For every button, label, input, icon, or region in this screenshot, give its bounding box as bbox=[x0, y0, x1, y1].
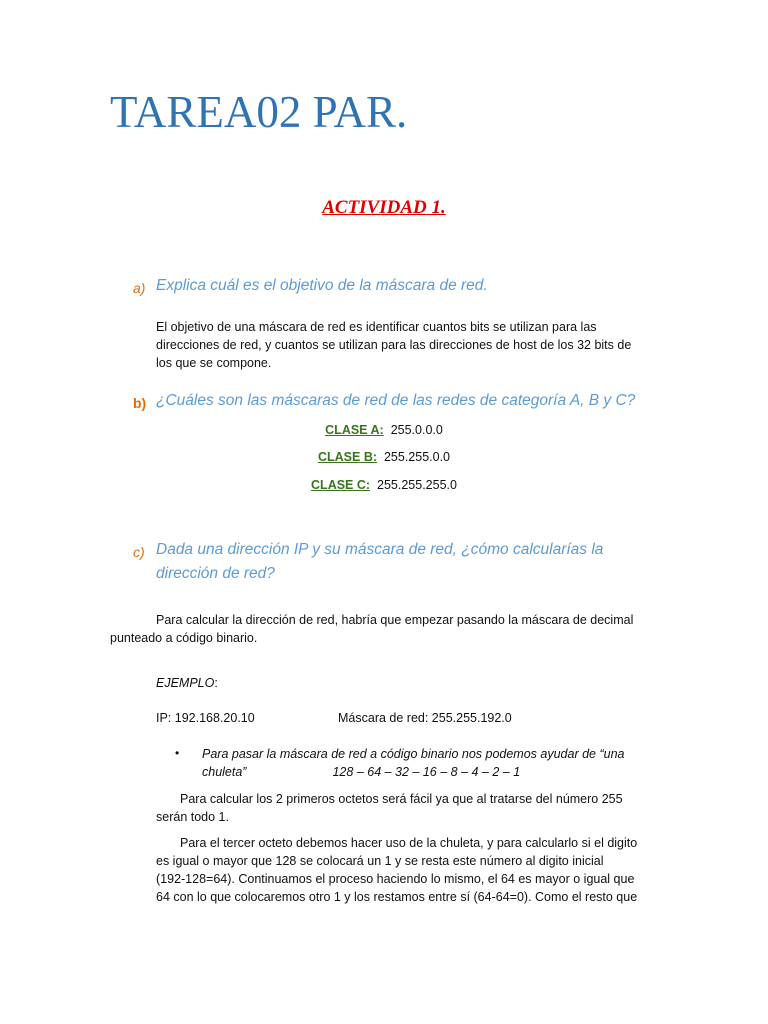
third-octet-line: (192-128=64). Continuamos el proceso haciendo lo mismo, el 64 es mayor o igual que bbox=[156, 872, 635, 886]
class-b-label: CLASE B: bbox=[317, 450, 378, 464]
example-colon: : bbox=[214, 676, 218, 690]
example-label: EJEMPLO bbox=[156, 676, 215, 690]
ip-address: IP: 192.168.20.10 bbox=[156, 711, 255, 725]
third-octet-line: es igual o mayor que 128 se colocará un 1 y se resta este número al digito inicial bbox=[156, 854, 604, 868]
subnet-mask: Máscara de red: 255.255.192.0 bbox=[338, 711, 512, 725]
class-c-row bbox=[0, 478, 768, 492]
class-b-value: 255.255.0.0 bbox=[383, 450, 451, 464]
answer-c-line: Para calcular la dirección de red, habría que empezar pasando la máscara de decimal bbox=[156, 613, 634, 627]
bullet-line: chuleta” bbox=[202, 765, 247, 779]
question-b: ¿Cuáles son las máscaras de red de las redes de categoría A, B y C? bbox=[156, 392, 636, 409]
class-c-label: CLASE C: bbox=[311, 478, 371, 492]
answer-a-line: los que se compone. bbox=[156, 356, 272, 370]
answer-a-line: El objetivo de una máscara de red es identificar cuantos bits se utilizan para las bbox=[156, 320, 597, 334]
class-a-value: 255.0.0.0 bbox=[390, 423, 443, 437]
question-a: Explica cuál es el objetivo de la máscara de red. bbox=[156, 277, 488, 294]
question-c bbox=[156, 538, 676, 586]
octets-line: serán todo 1. bbox=[156, 810, 229, 824]
bullet-icon: • bbox=[175, 746, 180, 760]
answer-c bbox=[110, 611, 670, 647]
activity-heading: ACTIVIDAD 1. bbox=[322, 197, 446, 218]
third-octet-line: 64 con lo que colocaremos otro 1 y los restamos entre sí (64-64=0). Como el resto que bbox=[156, 890, 638, 904]
binary-weights: 128 – 64 – 32 – 16 – 8 – 4 – 2 – 1 bbox=[332, 765, 521, 779]
third-octet-paragraph bbox=[156, 834, 676, 906]
octets-line: Para calcular los 2 primeros octetos será fácil ya que al tratarse del número 255 bbox=[180, 792, 623, 806]
class-b-row bbox=[0, 450, 768, 464]
example-heading bbox=[156, 674, 218, 692]
question-c-line: dirección de red? bbox=[156, 565, 275, 582]
bullet-text bbox=[202, 745, 672, 781]
class-a-label: CLASE A: bbox=[325, 423, 384, 437]
question-c-line: Dada una dirección IP y su máscara de red, ¿cómo calcularías la bbox=[156, 541, 604, 558]
octets-paragraph bbox=[156, 790, 676, 826]
question-b-marker: b) bbox=[133, 395, 147, 411]
bullet-line: Para pasar la máscara de red a código binario nos podemos ayudar de “una bbox=[202, 747, 625, 761]
class-a-row bbox=[0, 423, 768, 437]
answer-a bbox=[156, 318, 656, 372]
question-a-marker: a) bbox=[133, 280, 146, 296]
page-title: TAREA02 PAR. bbox=[110, 87, 408, 137]
answer-c-line: punteado a código binario. bbox=[110, 631, 258, 645]
third-octet-line: Para el tercer octeto debemos hacer uso de la chuleta, y para calcularlo si el digito bbox=[180, 836, 638, 850]
class-c-value: 255.255.255.0 bbox=[377, 478, 457, 492]
question-c-marker: c) bbox=[133, 544, 145, 560]
answer-a-line: direcciones de red, y cuantos se utilizan para las direcciones de host de los 32 bits de bbox=[156, 338, 632, 352]
